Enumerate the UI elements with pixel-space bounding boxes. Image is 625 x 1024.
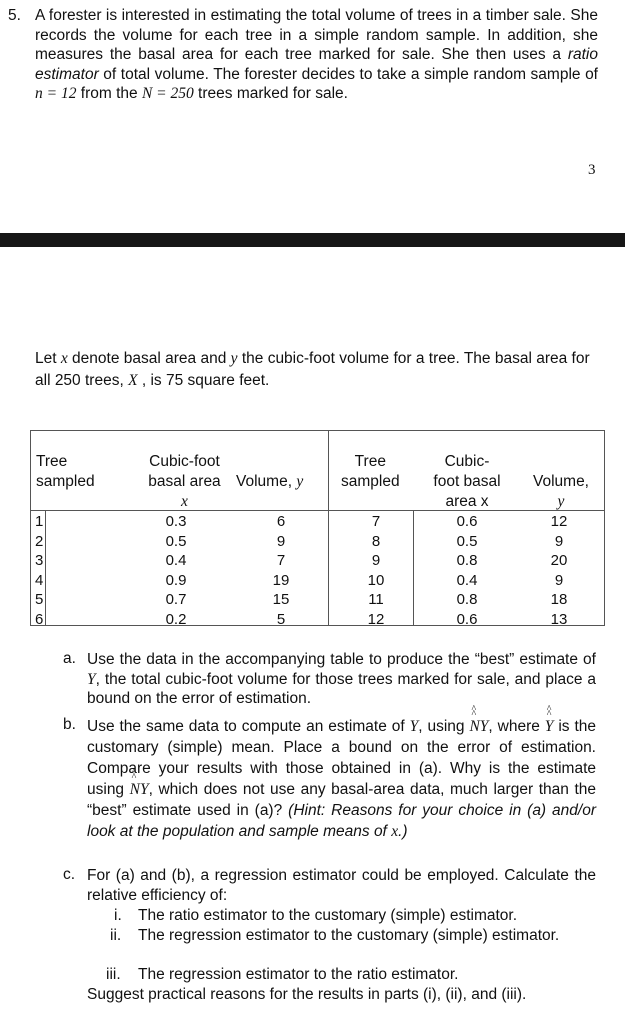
question-a-var-Y: Y (87, 670, 96, 688)
question-c-item-ii (110, 926, 596, 946)
header-basal-line1-right: Cubic- (444, 453, 490, 470)
table-cell-volume: 12 (550, 513, 568, 530)
question-b-NY-hat: ^ NY ^ (469, 716, 488, 737)
header-basal-line2: basal area (148, 473, 221, 490)
table-cell-volume: 19 (272, 571, 290, 589)
question-b-label: b. (63, 716, 76, 733)
header-tree-sampled-left (36, 452, 95, 492)
table-cell-tree: 8 (371, 532, 381, 550)
sample-size-n: n = 12 (35, 85, 77, 102)
table-cell-tree: 12 (367, 610, 385, 628)
let-var-x: x (60, 350, 68, 367)
header-volume-left (236, 472, 303, 492)
table-cell-volume: 9 (554, 571, 564, 589)
header-volume-label-right: Volume, (532, 473, 589, 490)
table-cell-basal-area: 0.6 (456, 610, 478, 628)
header-volume-right (521, 472, 601, 512)
question-b-text-3: , where (488, 718, 545, 735)
question-b-text-5: , which does not use any basal-area data, much larger than the “best” estimate used in (a)? (87, 781, 596, 819)
question-c: For (a) and (b), a regression estimator could be employed. Calculate the relative efficiency of: (87, 867, 596, 904)
question-b-text-4: is the customary (simple) mean. Place a bound on the error of estimation. Compare your results with those obtained in (a). Why is the estimate using (87, 718, 597, 798)
table-cell-volume: 18 (550, 591, 568, 608)
header-basal-line2-right: foot basal (433, 473, 501, 490)
header-tree-line2-right: sampled (341, 473, 400, 490)
header-basal-var: x (181, 493, 188, 510)
left-volume-column (266, 512, 296, 629)
data-table (30, 430, 605, 626)
page-divider-bar (0, 233, 625, 247)
table-cell-basal-area: 0.8 (456, 552, 478, 569)
page-number: 3 (588, 162, 596, 178)
table-cell-tree: 5 (35, 591, 44, 608)
right-basal-column (447, 512, 487, 629)
table-cell-tree: 10 (367, 571, 385, 589)
table-cell-basal-area: 0.2 (165, 610, 187, 628)
left-header-rule (31, 510, 328, 511)
right-header-rule (328, 510, 604, 511)
table-cell-basal-area: 0.5 (456, 532, 478, 550)
table-cell-tree: 2 (35, 532, 44, 550)
table-cell-basal-area: 0.9 (165, 571, 187, 589)
question-b (87, 716, 596, 842)
question-b-var-Y: Y (409, 718, 419, 735)
table-cell-tree: 3 (35, 552, 44, 569)
table-cell-volume: 5 (276, 610, 286, 628)
table-cell-tree: 1 (35, 513, 44, 530)
let-var-y: y (230, 350, 238, 367)
header-tree-line1-right: Tree (354, 453, 386, 470)
right-edge-rule (604, 510, 605, 625)
question-c-item-i-num: i. (114, 907, 122, 924)
header-volume-var: y (296, 473, 304, 490)
let-text-2: denote basal area and (67, 350, 231, 367)
question-c-label: c. (63, 866, 76, 883)
question-b-hint-end: .) (398, 823, 408, 840)
header-tree-line1: Tree (36, 453, 68, 470)
header-basal-area-left (137, 452, 232, 512)
table-cell-volume: 9 (276, 532, 286, 550)
intro-ratio-estimator: ratio estimator (35, 46, 598, 83)
table-cell-tree: 4 (35, 571, 44, 589)
header-tree-sampled-right (341, 452, 400, 492)
question-b-hint: (Hint: Reasons for your choice in (a) and/or look at the population and sample means of (87, 802, 596, 840)
header-basal-area-right (427, 452, 507, 512)
let-text-4: , is 75 square feet. (137, 372, 270, 389)
right-volume-column (544, 512, 574, 629)
question-c-item-iii-num: iii. (106, 966, 121, 983)
question-a (87, 650, 596, 709)
table-cell-tree: 6 (35, 610, 44, 628)
question-c-item-iii (106, 965, 596, 985)
left-basal-column (156, 512, 196, 629)
problem-number: 5. (8, 7, 21, 24)
table-cell-basal-area: 0.7 (165, 591, 187, 608)
question-c-item-i-text: The ratio estimator to the customary (simple) estimator. (138, 907, 518, 924)
question-c-item-ii-text: The regression estimator to the customary (simple) estimator. (138, 927, 560, 944)
let-text-1: Let (35, 350, 61, 367)
right-tree-column (361, 512, 391, 629)
header-volume-label: Volume, (236, 473, 297, 490)
header-tree-line2: sampled (36, 473, 95, 490)
header-volume-var-right: y (557, 493, 565, 510)
question-b-Ybar: ^ Y ^ (545, 716, 554, 737)
header-basal-line3-right: area x (445, 493, 489, 510)
question-a-text-2: , the total cubic-foot volume for those trees marked for sale, and place a bound on the error of estimation. (87, 670, 596, 707)
table-cell-tree: 11 (368, 591, 384, 608)
population-size-N: N = 250 (141, 85, 194, 102)
table-cell-tree: 7 (371, 513, 381, 530)
table-cell-basal-area: 0.5 (165, 532, 187, 550)
question-b-NY-hat-2: ^ NY ^ (130, 779, 149, 800)
question-b-text-1: Use the same data to compute an estimate of (87, 718, 410, 735)
question-c-item-i (114, 906, 596, 926)
header-basal-line1: Cubic-foot (149, 453, 220, 470)
table-cell-volume: 15 (272, 591, 290, 608)
let-text-3: the cubic-foot volume for a tree. The basal area for all 250 trees, (35, 350, 590, 389)
table-cell-basal-area: 0.4 (456, 571, 478, 589)
question-a-label: a. (63, 650, 76, 667)
left-tree-column (35, 512, 47, 629)
table-cell-volume: 13 (550, 610, 568, 628)
question-b-hint-x: x (391, 823, 399, 840)
question-b-text-2: , using (418, 718, 470, 735)
table-center-divider (328, 431, 329, 625)
intro-text-1: A forester is interested in estimating the total volume of trees in a timber sale. She records the volume for each tree in a simple random sample. In addition, she measures the basal area for each tree marked for sale. She then uses a (35, 7, 598, 63)
table-cell-basal-area: 0.4 (165, 552, 187, 569)
question-c-closing: Suggest practical reasons for the results in parts (i), (ii), and (iii). (87, 986, 527, 1003)
table-cell-basal-area: 0.6 (456, 513, 478, 530)
table-cell-volume: 9 (554, 532, 564, 550)
intro-text-4: trees marked for sale. (193, 85, 348, 102)
question-a-text-1: Use the data in the accompanying table to produce the “best” estimate of (87, 651, 596, 668)
variable-definition (35, 348, 600, 392)
table-cell-basal-area: 0.3 (165, 513, 187, 530)
question-c-item-iii-text: The regression estimator to the ratio estimator. (138, 966, 459, 983)
table-cell-volume: 20 (550, 552, 568, 569)
table-cell-tree: 9 (371, 552, 381, 569)
problem-intro (8, 6, 598, 104)
right-tree-column-rule (413, 510, 414, 625)
intro-text-2: of total volume. The forester decides to take a simple random sample of (98, 65, 598, 83)
let-var-X: X (128, 372, 138, 389)
intro-text-3: from the (76, 85, 142, 102)
table-cell-volume: 7 (276, 552, 286, 569)
table-cell-volume: 6 (276, 513, 286, 530)
question-c-item-ii-num: ii. (110, 927, 122, 944)
table-cell-basal-area: 0.8 (456, 591, 478, 608)
